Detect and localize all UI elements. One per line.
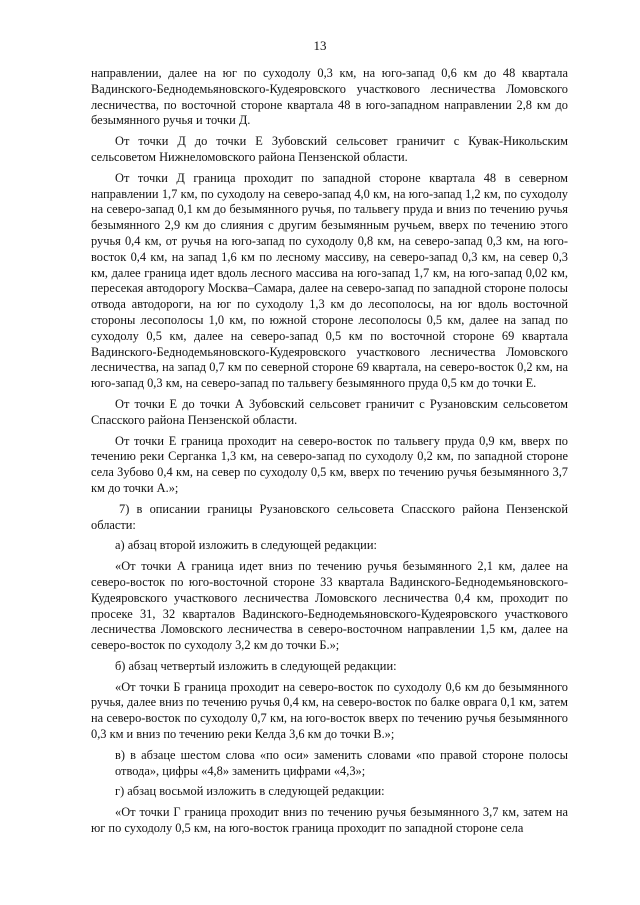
paragraph-continuation: направлении, далее на юг по суходолу 0,3 км, на юго-запад 0,6 км до 48 квартала Вадинского-Беднодемьяновского-Кудеяровского участкового лесничества Ломовского лесничества, по восточной стороне квартала 48 в юго-западном направлении 2,8 км до безымянного ручья и точки Д. [91,66,568,128]
paragraph-e-a-neighbor: От точки Е до точки А Зубовский сельсовет граничит с Рузановским сельсоветом Спасского района Пензенской области. [91,396,568,427]
subitem-a: а) абзац второй изложить в следующей редакции: [115,538,377,553]
document-body [91,66,568,842]
quote-point-a: «От точки А граница идет вниз по течению ручья безымянного 2,1 км, далее на северо-восток по юго-восточной стороне 33 квартала Вадинского-Беднодемьяновского-Кудеяровского участкового лесничества Ломовского лесничества 0,4 км, проходит по просеке 31, 32 кварталов Вадинского-Беднодемьяновского-Кудеяровского участкового лесничества Ломовского лесничества в северо-восточном направлении 1,5 км, далее на северо-восток по суходолу 3,2 км до точки Б.»; [91,559,568,653]
subitem-b: б) абзац четвертый изложить в следующей редакции: [115,658,397,673]
subitem-v: в) в абзаце шестом слова «по оси» заменить словами «по правой стороне полосы отвода», цифры «4,8» заменить цифрами «4,3»; [115,747,568,778]
paragraph-d-e-neighbor: От точки Д до точки Е Зубовский сельсовет граничит с Кувак-Никольским сельсоветом Нижнеломовского района Пензенской области. [91,134,568,164]
paragraph-e-a-route: От точки Е граница проходит на северо-восток по тальвегу пруда 0,9 км, вверх по течению реки Серганка 1,3 км, на северо-запад по суходолу 0,2 км, по западной стороне села Зубово 0,4 км, на север по суходолу 0,5 км, вверх по течению ручья безымянного 3,7 км до точки А.»; [91,433,568,495]
page-number: 13 [313,38,327,53]
item-7-heading: 7) в описании границы Рузановского сельсовета Спасского района Пензенской области: [91,501,568,532]
paragraph-d-e-route: От точки Д граница проходит по западной стороне квартала 48 в северном направлении 1,7 км, по суходолу на северо-запад 4,0 км, на юго-запад 1,2 км, по суходолу на северо-запад 0,1 км до безымянного ручья, по тальвегу пруда и вниз по течению ручья безымянного 2,9 км до слияния с другим безымянным ручьем, вверх по течению этого ручья 0,4 км, от ручья на юго-запад по суходолу 0,8 км, на северо-запад 0,3 км, на юго-восток 0,4 км, на запад 1,6 км по лесному массиву, на северо-запад 0,3 км, на север 0,3 км, далее граница идет вдоль лесного массива на юго-запад 1,7 км, на юго-запад 0,02 км, пересекая автодорогу Москва–Самара, далее на северо-запад по западной стороне полосы отвода автодороги, на юг по суходолу 1,3 км до лесополосы, на юг вдоль восточной стороны лесополосы 1,0 км, по южной стороне лесополосы 0,5 км, далее на запад по суходолу 0,5 км, далее на северо-запад 0,5 км по восточной стороне 69 квартала Вадинского-Беднодемьяновского-Кудеяровского участкового лесничества Ломовского лесничества, на запад 0,7 км по северной стороне 69 квартала, на северо-восток 0,2 км, на юго-запад 0,3 км, на северо-запад по тальвегу безымянного пруда 0,5 км до точки Е. [91,170,568,391]
quote-point-b: «От точки Б граница проходит на северо-восток по суходолу 0,6 км до безымянного ручья, далее вниз по течению ручья 0,4 км, на северо-восток по балке оврага 0,1 км, затем на северо-восток по суходолу 0,7 км, на юго-восток вверх по течению ручья безымянного 0,3 км и вниз по течению реки Келда 3,6 км до точки В.»; [91,679,568,742]
subitem-g: г) абзац восьмой изложить в следующей редакции: [115,784,385,799]
quote-point-g: «От точки Г граница проходит вниз по течению ручья безымянного 3,7 км, затем на юг по суходолу 0,5 км, на юго-восток граница проходит по западной стороне села [91,805,568,836]
